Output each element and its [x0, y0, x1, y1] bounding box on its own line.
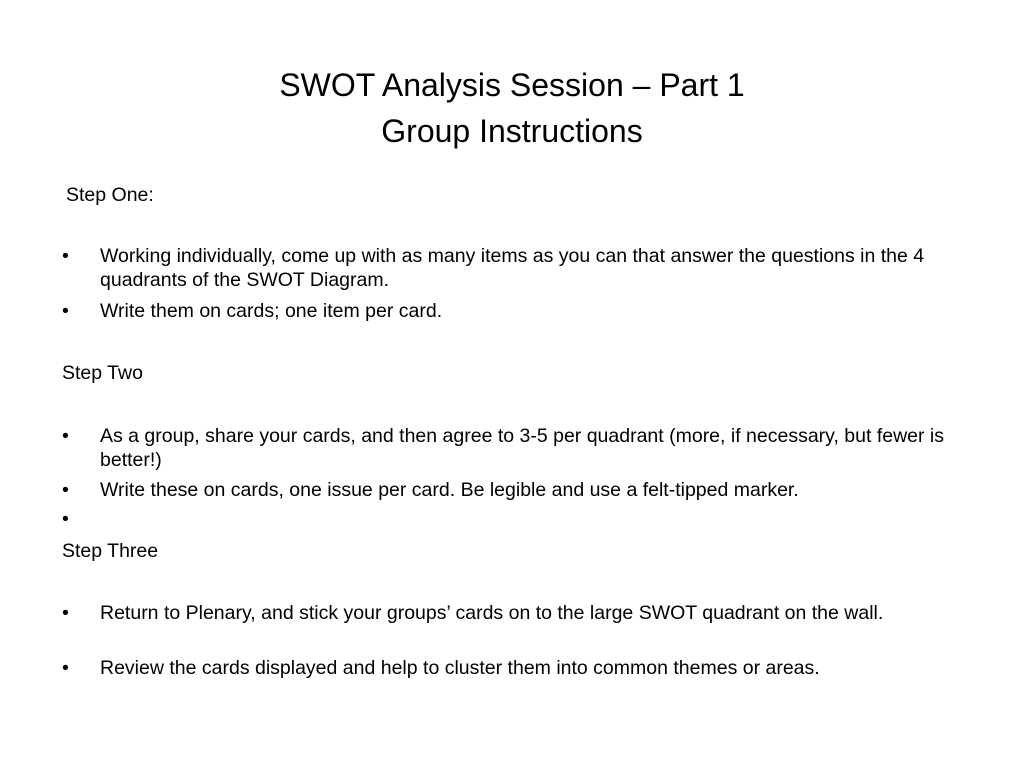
- step-one-bullet-2: [62, 299, 962, 323]
- step-two-heading: Step Two: [62, 362, 143, 384]
- bullet-icon: •: [62, 300, 69, 322]
- slide-title: [0, 62, 1024, 154]
- step-one-bullet-1: [62, 244, 962, 292]
- bullet-text: Return to Plenary, and stick your groups’ cards on to the large SWOT quadrant on the wall.: [100, 602, 884, 624]
- bullet-text: Write them on cards; one item per card.: [100, 300, 443, 322]
- bullet-icon: •: [62, 657, 69, 679]
- slide-title-line-1: SWOT Analysis Session – Part 1: [279, 67, 745, 103]
- bullet-icon: •: [62, 508, 69, 530]
- step-three-bullet-1: [62, 601, 962, 625]
- step-two-bullet-1: [62, 424, 962, 472]
- slide-title-line-2: Group Instructions: [381, 113, 643, 149]
- step-two-bullet-2: [62, 478, 962, 502]
- bullet-icon: •: [62, 245, 69, 267]
- bullet-text: As a group, share your cards, and then agree to 3-5 per quadrant (more, if necessary, but fewer is better!): [100, 425, 945, 471]
- bullet-icon: •: [62, 479, 69, 501]
- bullet-text: Write these on cards, one issue per card. Be legible and use a felt-tipped marker.: [100, 479, 799, 501]
- bullet-icon: •: [62, 425, 69, 447]
- bullet-text: Working individually, come up with as many items as you can that answer the questions in the 4 quadrants of the SWOT Diagram.: [100, 245, 925, 291]
- bullet-icon: •: [62, 602, 69, 624]
- step-three-heading: Step Three: [62, 540, 159, 562]
- bullet-text: Review the cards displayed and help to cluster them into common themes or areas.: [100, 657, 820, 679]
- step-one-heading: Step One:: [66, 184, 154, 206]
- step-three-bullet-2: [62, 656, 962, 680]
